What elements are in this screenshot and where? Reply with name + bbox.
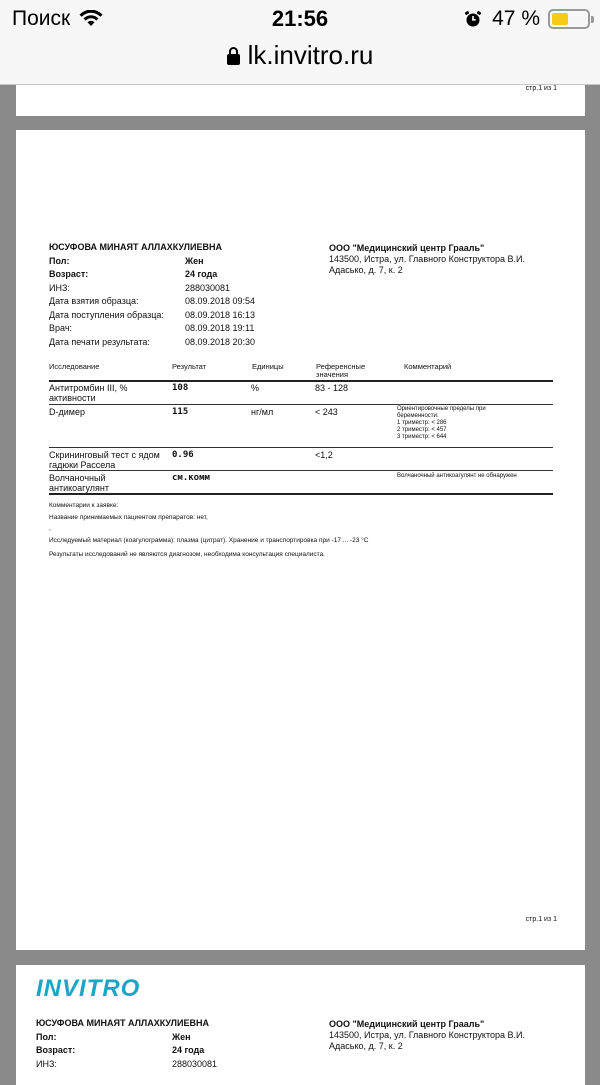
table-cell-units: % [251, 383, 260, 393]
column-header: Референсные значения [316, 362, 366, 379]
table-cell-ref: <1,2 [315, 450, 333, 460]
field-row [49, 309, 255, 323]
comment-text: Ориентировочные пределы при беременности: [397, 406, 486, 419]
field-value: 288030081 [172, 1058, 218, 1069]
org-name: ООО "Медицинский центр Грааль" [329, 243, 485, 253]
table-cell-ref: 83 - 128 [315, 383, 349, 393]
field-row [49, 282, 255, 296]
org-address: Адасько, д. 7, к. 2 [329, 265, 403, 275]
field-value: 08.09.2018 09:54 [185, 296, 256, 306]
table-rule [49, 380, 553, 382]
table-cell-comment [397, 406, 522, 441]
patient-name: ЮСУФОВА МИНАЯТ АЛЛАХКУЛИЕВНА [49, 242, 222, 252]
field-row [49, 295, 255, 309]
note-line: Результаты исследований не являются диагнозом, необходима консультация специалиста. [49, 551, 325, 558]
patient-name: ЮСУФОВА МИНАЯТ АЛЛАХКУЛИЕВНА [36, 1018, 209, 1028]
field-row [49, 255, 255, 269]
table-cell-units: нг/мл [251, 407, 274, 417]
table-cell-test: D-димер [49, 407, 85, 417]
alarm-icon [464, 10, 482, 28]
note-line: Название принимаемых пациентом препаратов: нет, [49, 514, 208, 521]
pdf-page-3 [16, 965, 585, 1085]
column-header: Единицы [252, 362, 284, 371]
org-name: ООО "Медицинский центр Грааль" [329, 1019, 485, 1029]
table-cell-ref: < 243 [315, 407, 338, 417]
org-address: 143500, Истра, ул. Главного Конструктора В.И. [329, 1030, 525, 1040]
column-header: Исследование [49, 362, 100, 371]
field-row [49, 336, 255, 350]
field-value: 288030081 [185, 282, 231, 293]
field-value: Жен [172, 1031, 191, 1042]
field-label: Дата печати результата: [49, 336, 150, 347]
field-value: Жен [185, 255, 204, 266]
carrier-label: Поиск [12, 7, 71, 30]
field-value: 24 года [172, 1045, 205, 1055]
table-cell-result: 0.96 [172, 450, 194, 460]
note-line: , [49, 525, 51, 532]
field-label: Дата взятия образца: [49, 296, 139, 306]
pdf-page-2 [16, 130, 585, 950]
field-value: 08.09.2018 20:30 [185, 336, 256, 347]
table-cell-comment: Волчаночный антикоагулянт не обнаружен [397, 473, 517, 479]
url-bar[interactable] [0, 40, 600, 71]
column-header: Комментарий [404, 362, 452, 371]
field-label: Пол: [36, 1031, 57, 1042]
lab-org-block [329, 1019, 549, 1052]
field-value: 08.09.2018 19:11 [185, 323, 255, 333]
field-row [49, 268, 255, 282]
note-line: Исследуемый материал (коагулограмма): плазма (цитрат). Хранение и транспортировка при -17 ... -23 °С [49, 537, 369, 544]
field-value: 08.09.2018 16:13 [185, 309, 256, 320]
lock-icon [227, 47, 240, 65]
table-cell-test: Антитромбин III, % активности [49, 383, 128, 403]
table-cell-result: 115 [172, 407, 189, 417]
org-address: 143500, Истра, ул. Главного Конструктора В.И. [329, 254, 525, 264]
org-address: Адасько, д. 7, к. 2 [329, 1041, 403, 1051]
field-label: Врач: [49, 323, 73, 333]
comment-line: 1 триместр: < 286 [397, 420, 447, 426]
patient-block [49, 241, 255, 349]
table-cell-result: см.комм [172, 473, 210, 483]
field-label: Возраст: [36, 1045, 76, 1055]
field-label: Дата поступления образца: [49, 309, 164, 320]
field-label: ИНЗ: [36, 1058, 57, 1069]
browser-status-bar [0, 0, 600, 85]
column-header: Результат [172, 362, 207, 371]
field-row [49, 322, 255, 336]
invitro-logo: INVITRO [36, 975, 141, 1002]
note-line: Комментарии к заявке: [49, 502, 119, 509]
comment-line: 3 триместр: < 644 [397, 434, 447, 440]
battery-tip [591, 16, 594, 23]
page-number: стр.1 из 1 [525, 916, 557, 923]
page-number: стр.1 из 1 [525, 85, 557, 92]
comment-line: 2 триместр: < 457 [397, 427, 447, 433]
field-label: Пол: [49, 255, 70, 266]
table-cell-test: Волчаночный антикоагулянт [49, 473, 109, 493]
battery-fill [552, 13, 568, 25]
battery-percent: 47 % [492, 7, 540, 30]
table-rule [49, 404, 553, 405]
field-row [36, 1031, 217, 1045]
status-right [464, 7, 590, 31]
field-row [36, 1044, 217, 1058]
battery-icon [548, 9, 590, 29]
table-cell-result: 108 [172, 383, 189, 393]
field-value: 24 года [185, 269, 218, 279]
url-text: lk.invitro.ru [247, 40, 374, 70]
clock: 21:56 [271, 6, 329, 31]
pdf-page-1 [16, 85, 585, 116]
field-label: ИНЗ: [49, 282, 70, 293]
table-cell-test: Скрининговый тест с ядом гадюки Рассела [49, 450, 160, 470]
field-row [36, 1058, 217, 1072]
lab-org-block [329, 243, 549, 276]
table-rule [49, 493, 553, 495]
table-rule [49, 470, 553, 471]
table-rule [49, 447, 553, 448]
field-label: Возраст: [49, 269, 89, 279]
